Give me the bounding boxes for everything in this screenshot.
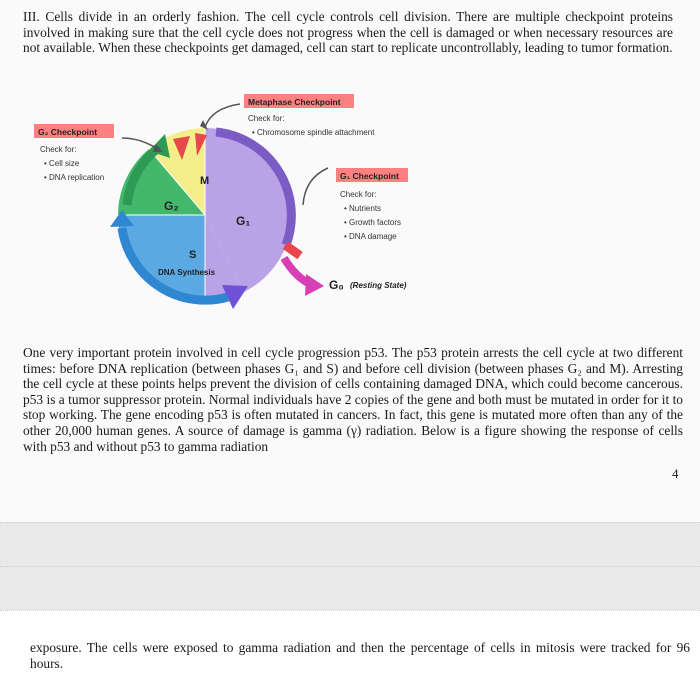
- s-phase-label: S: [189, 249, 197, 261]
- g2-item-1: • Cell size: [44, 159, 80, 168]
- s-phase-sublabel: DNA Synthesis: [158, 268, 216, 277]
- cell-cycle-figure: [0, 80, 700, 320]
- g1-checkpoint-title: G₁ Checkpoint: [340, 171, 399, 181]
- intro-paragraph: III. Cells divide in an orderly fashion. The cell cycle controls cell division. There are multiple checkpoint proteins involved in making sure that the cell cycle does not progress when the cell is damaged or when necessary resources are not available. When these checkpoints get damaged, cell can start to replicate uncontrollably, leading to tumor formation.: [23, 9, 673, 56]
- g1-check-for: Check for:: [340, 190, 377, 199]
- page-gap-bottom-border: [0, 610, 700, 611]
- p53-paragraph: One very important protein involved in cell cycle progression p53. The p53 protein arrests the cell cycle at two different times: before DNA replication (between phases G₁ and S) and before cell division (between phases G₂ and M). Arresting the cell cycle at these points helps prevent the division of cells containing damaged DNA, which could become cancerous. p53 is a tumor suppressor protein. Normal individuals have 2 copies of the gene and both must be mutated in order for it to stop working. The gene encoding p53 is often mutated in cancers. In fact, this gene is mutated more often than any of the other 20,000 human genes. A source of damage is gamma (γ) radiation. Below is a figure showing the response of cells with p53 and without p53 to gamma radiation: [23, 345, 683, 454]
- page-number: 4: [672, 466, 679, 481]
- g2-checkpoint-title: G₂ Checkpoint: [38, 127, 98, 137]
- g2-item-2: • DNA replication: [44, 173, 105, 182]
- metaphase-item-1: • Chromosome spindle attachment: [252, 128, 375, 137]
- g2-check-for: Check for:: [40, 145, 77, 154]
- g1-phase-label: G₁: [236, 214, 251, 228]
- g2-phase-label: G₂: [164, 199, 179, 213]
- page-gap-top-border: [0, 522, 700, 523]
- g0-note: (Resting State): [350, 281, 407, 290]
- exposure-paragraph: exposure. The cells were exposed to gamma radiation and then the percentage of cells in mitosis were tracked for 96 hours.: [30, 640, 690, 671]
- page-gap-dotted-line: [0, 566, 700, 567]
- metaphase-checkpoint-title: Metaphase Checkpoint: [248, 97, 341, 107]
- g1-item-2: • Growth factors: [344, 218, 402, 227]
- g1-item-3: • DNA damage: [344, 232, 397, 241]
- g0-label: G₀: [329, 278, 344, 292]
- g1-item-1: • Nutrients: [344, 204, 382, 213]
- metaphase-check-for: Check for:: [248, 114, 285, 123]
- m-phase-label: M: [200, 175, 210, 187]
